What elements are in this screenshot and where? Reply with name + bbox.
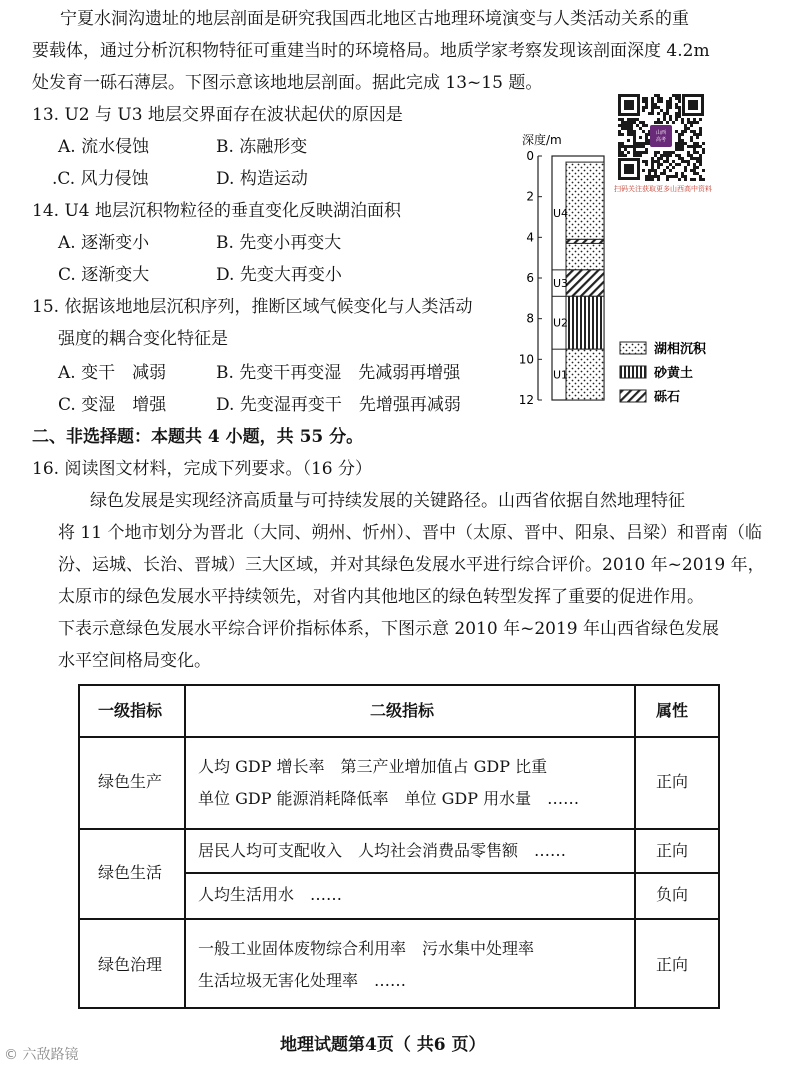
- qr-module: [657, 106, 660, 109]
- stratum-band: [566, 243, 604, 269]
- q13-option-d: D. 构造运动: [216, 169, 308, 189]
- qr-module: [621, 121, 624, 124]
- table-row-production-item-2: 单位 GDP 能源消耗降低率 单位 GDP 用水量 ……: [198, 789, 580, 808]
- table-row-production-first: 绿色生产: [98, 772, 163, 791]
- legend-gravel-label: 砾石: [654, 390, 681, 405]
- unit-label: U4: [553, 206, 569, 220]
- table-row-governance-first: 绿色治理: [98, 955, 163, 974]
- qr-module: [663, 118, 666, 121]
- qr-module: [618, 118, 621, 121]
- qr-module: [678, 100, 681, 103]
- stratigraphic-profile-figure: [508, 130, 768, 420]
- qr-module: [663, 112, 666, 115]
- qr-module: [657, 121, 660, 124]
- qr-module: [657, 94, 660, 97]
- qr-module: [666, 121, 669, 124]
- qr-module: [642, 124, 645, 127]
- qr-module: [630, 121, 633, 124]
- qr-module: [678, 94, 681, 97]
- qr-module: [660, 97, 663, 100]
- qr-module: [657, 112, 660, 115]
- qr-module: [660, 109, 663, 112]
- qr-module: [633, 118, 636, 121]
- qr-module: [648, 112, 651, 115]
- table-header-second: 二级指标: [370, 701, 435, 720]
- qr-caption: 扫码关注获取更多山西高中资料: [614, 185, 712, 193]
- qr-module: [645, 97, 648, 100]
- qr-module: [642, 97, 645, 100]
- q15-option-a: A. 变干 减弱: [58, 363, 167, 383]
- qr-module: [675, 94, 678, 97]
- stratum-band: [566, 349, 604, 400]
- qr-module: [630, 118, 633, 121]
- table-row-life-first: 绿色生活: [98, 863, 163, 882]
- qr-module: [651, 97, 654, 100]
- qr-module: [675, 118, 678, 121]
- qr-module: [627, 124, 630, 127]
- qr-module: [672, 94, 675, 97]
- qr-module: [672, 121, 675, 124]
- watermark: © 六敌路镜: [4, 1047, 79, 1063]
- qr-module: [693, 121, 696, 124]
- table-header-attr: 属性: [656, 701, 689, 720]
- qr-module: [687, 121, 690, 124]
- question-14-stem: 14. U4 地层沉积物粒径的垂直变化反映湖泊面积: [32, 201, 401, 221]
- qr-module: [621, 124, 624, 127]
- qr-module: [651, 109, 654, 112]
- qr-module: [627, 118, 630, 121]
- qr-module: [651, 100, 654, 103]
- qr-module: [633, 121, 636, 124]
- q13-option-a: A. 流水侵蚀: [58, 137, 150, 157]
- qr-module: [681, 118, 684, 121]
- q14-option-a: A. 逐渐变小: [58, 233, 150, 253]
- qr-module: [651, 103, 654, 106]
- unit-label: U3: [553, 277, 569, 291]
- qr-module: [669, 118, 672, 121]
- qr-module: [660, 121, 663, 124]
- qr-module: [642, 106, 645, 109]
- table-header-first: 一级指标: [98, 701, 163, 720]
- qr-module: [645, 124, 648, 127]
- qr-module: [666, 109, 669, 112]
- legend-lake-swatch: [620, 342, 646, 354]
- qr-module: [645, 106, 648, 109]
- legend-lake-label: 湖相沉积: [654, 342, 707, 357]
- qr-module: [669, 115, 672, 118]
- unit-label: U1: [553, 368, 569, 382]
- qr-module: [666, 103, 669, 106]
- intro-line-1: 宁夏水洞沟遗址的地层剖面是研究我国西北地区古地理环境演变与人类活动关系的重: [60, 9, 689, 29]
- legend-loess-label: 砂黄土: [654, 366, 694, 381]
- depth-tick-label: 12: [518, 393, 534, 407]
- qr-module: [627, 121, 630, 124]
- depth-tick-label: 6: [526, 271, 534, 285]
- qr-module: [666, 100, 669, 103]
- table-row-life-attr-1: 正向: [656, 841, 689, 860]
- qr-module: [669, 97, 672, 100]
- intro-line-3: 处发育一砾石薄层。下图示意该地地层剖面。据此完成 13~15 题。: [32, 73, 543, 93]
- q16-para-line-1: 绿色发展是实现经济高质量与可持续发展的关键路径。山西省依据自然地理特征: [90, 491, 685, 511]
- depth-tick-label: 8: [526, 311, 534, 326]
- table-row-production-item-1: 人均 GDP 增长率 第三产业增加值占 GDP 比重: [198, 757, 548, 776]
- qr-module: [624, 124, 627, 127]
- qr-module: [681, 121, 684, 124]
- qr-module: [645, 100, 648, 103]
- qr-module: [621, 118, 624, 121]
- qr-module: [678, 106, 681, 109]
- q16-para-line-4: 太原市的绿色发展水平持续领先，对省内其他地区的绿色转型发挥了重要的促进作用。: [58, 587, 704, 607]
- qr-module: [657, 97, 660, 100]
- indicator-table: [78, 684, 720, 1009]
- qr-module: [669, 106, 672, 109]
- qr-module: [618, 124, 621, 127]
- table-row-production-attr: 正向: [656, 772, 689, 791]
- q16-para-line-2: 将 11 个地市划分为晋北（大同、朔州、忻州）、晋中（太原、晋中、阳泉、吕梁）和晋南（临: [58, 523, 762, 543]
- qr-module: [657, 118, 660, 121]
- qr-module: [624, 121, 627, 124]
- unit-label: U2: [553, 316, 569, 330]
- qr-module: [642, 100, 645, 103]
- qr-module: [639, 121, 642, 124]
- question-16-stem: 16. 阅读图文材料，完成下列要求。（16 分）: [32, 459, 372, 479]
- stratum-band: [566, 239, 604, 243]
- qr-module: [654, 106, 657, 109]
- depth-tick-label: 4: [526, 230, 534, 245]
- table-row-governance-item-2: 生活垃圾无害化处理率 ……: [198, 971, 407, 990]
- stratum-band: [566, 162, 604, 239]
- stratum-band: [566, 270, 604, 296]
- legend-gravel-swatch: [620, 390, 646, 402]
- q16-para-line-6: 水平空间格局变化。: [58, 651, 211, 671]
- qr-module: [636, 124, 639, 127]
- qr-module: [636, 118, 639, 121]
- qr-module: [660, 100, 663, 103]
- depth-tick-label: 0: [526, 149, 534, 163]
- qr-module: [654, 94, 657, 97]
- q15-option-c: C. 变湿 增强: [58, 395, 167, 415]
- qr-module: [642, 109, 645, 112]
- qr-module: [690, 121, 693, 124]
- q13-option-b: B. 冻融形变: [216, 137, 308, 157]
- qr-module: [654, 121, 657, 124]
- page-footer: 地理试题第4页（ 共6 页）: [280, 1035, 486, 1055]
- qr-module: [678, 97, 681, 100]
- q16-para-line-3: 汾、运城、长治、晋城）三大区域，并对其绿色发展水平进行综合评价。2010 年~2019 年，: [58, 555, 765, 575]
- q15-option-b: B. 先变干再变湿 先减弱再增强: [216, 363, 461, 383]
- question-15-stem: 15. 依据该地地层沉积序列，推断区域气候变化与人类活动: [32, 297, 473, 317]
- qr-module: [651, 106, 654, 109]
- table-row-life-item-1: 居民人均可支配收入 人均社会消费品零售额 ……: [198, 841, 567, 860]
- qr-module: [675, 106, 678, 109]
- q14-option-d: D. 先变大再变小: [216, 265, 342, 285]
- qr-module: [642, 121, 645, 124]
- qr-module: [690, 124, 693, 127]
- stratum-band: [566, 296, 604, 349]
- table-row-life-attr-2: 负向: [656, 885, 689, 904]
- qr-module: [684, 124, 687, 127]
- depth-axis-label: 深度/m: [522, 133, 562, 147]
- qr-module: [651, 112, 654, 115]
- qr-module: [699, 118, 702, 121]
- qr-module: [678, 112, 681, 115]
- qr-module: [678, 115, 681, 118]
- qr-module: [675, 103, 678, 106]
- qr-center-line-1: 山西: [655, 130, 667, 136]
- qr-module: [693, 118, 696, 121]
- intro-line-2: 要载体，通过分析沉积物特征可重建当时的环境格局。地质学家考察发现该剖面深度 4.2m: [32, 41, 710, 61]
- qr-module: [678, 109, 681, 112]
- qr-module: [675, 112, 678, 115]
- depth-tick-label: 10: [518, 352, 534, 367]
- qr-module: [663, 115, 666, 118]
- qr-module: [675, 115, 678, 118]
- section-2-heading: 二、非选择题：本题共 4 小题，共 55 分。: [32, 427, 364, 447]
- qr-module: [675, 97, 678, 100]
- qr-module: [666, 106, 669, 109]
- depth-tick-label: 2: [526, 189, 534, 204]
- q16-para-line-5: 下表示意绿色发展水平综合评价指标体系，下图示意 2010 年~2019 年山西省绿色发展: [58, 619, 719, 639]
- qr-module: [696, 121, 699, 124]
- legend-loess-swatch: [620, 366, 646, 378]
- qr-module: [669, 103, 672, 106]
- question-15-stem-cont: 强度的耦合变化特征是: [58, 329, 228, 349]
- question-13-stem: 13. U2 与 U3 地层交界面存在波状起伏的原因是: [32, 105, 403, 125]
- q13-option-c: .C. 风力侵蚀: [52, 169, 149, 189]
- qr-module: [657, 100, 660, 103]
- qr-module: [654, 103, 657, 106]
- qr-module: [669, 100, 672, 103]
- table-row-governance-item-1: 一般工业固体废物综合利用率 污水集中处理率: [198, 939, 535, 958]
- qr-module: [630, 124, 633, 127]
- table-row-life-item-2: 人均生活用水 ……: [198, 885, 343, 904]
- q14-option-b: B. 先变小再变大: [216, 233, 342, 253]
- qr-module: [687, 118, 690, 121]
- qr-module: [666, 112, 669, 115]
- qr-module: [645, 103, 648, 106]
- table-row-governance-attr: 正向: [656, 955, 689, 974]
- qr-center-line-2: 高考: [655, 137, 667, 143]
- q14-option-c: C. 逐渐变大: [58, 265, 150, 285]
- q15-option-d: D. 先变湿再变干 先增强再减弱: [216, 395, 461, 415]
